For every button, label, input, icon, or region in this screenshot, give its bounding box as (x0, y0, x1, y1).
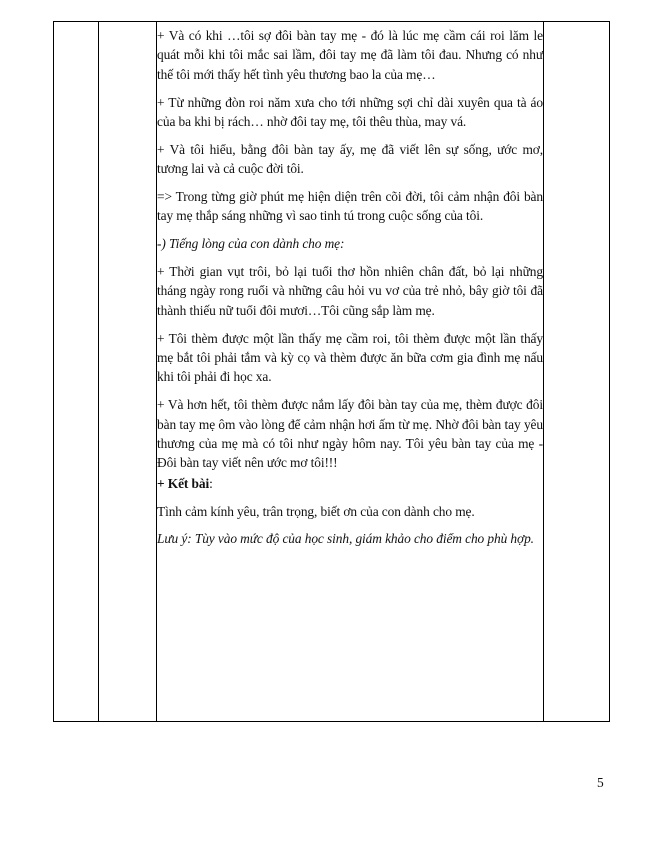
answer-table (53, 21, 610, 722)
paragraph-6: + Tôi thèm được một lần thấy mẹ cầm roi, tôi thèm được một lần thấy mẹ bắt tôi phải tắm và kỳ cọ và thèm được ăn bữa cơm gia đình mẹ nấu khi tôi phải đi học xa. (157, 330, 543, 385)
column-divider-1 (98, 22, 99, 721)
grading-note: Lưu ý: Tùy vào mức độ của học sinh, giám khảo cho điểm cho phù hợp. (157, 531, 534, 547)
conclusion-text: Tình cảm kính yêu, trân trọng, biết ơn của con dành cho mẹ. (157, 503, 475, 519)
section-heading: -) Tiếng lòng của con dành cho mẹ: (157, 236, 345, 252)
paragraph-4: => Trong từng giờ phút mẹ hiện diện trên cõi đời, tôi cảm nhận đôi bàn tay mẹ thắp sáng những vì sao tinh tú trong cuộc sống của tôi. (157, 189, 543, 224)
paragraph-5: + Thời gian vụt trôi, bỏ lại tuổi thơ hồn nhiên chân đất, bỏ lại những tháng ngày rong ruổi và những câu hỏi vu vơ của trẻ nhỏ, bây giờ tôi đã thành thiếu nữ tuổi đôi mươi…Tôi cũng sắp làm mẹ. (157, 264, 543, 318)
paragraph-3: + Và tôi hiểu, bằng đôi bàn tay ấy, mẹ đã viết lên sự sống, ước mơ, tương lai và cả cuộc đời tôi. (157, 141, 543, 177)
column-divider-3 (543, 22, 544, 721)
paragraph-7: + Và hơn hết, tôi thèm được nắm lấy đôi bàn tay của mẹ, thèm được đôi bàn tay mẹ ôm vào lòng để cảm nhận hơi ấm từ mẹ. Nhờ đôi bàn tay yêu thương của mẹ mà có tôi như ngày hôm nay. Tôi yêu bàn tay của mẹ - Đôi bàn tay viết nên ước mơ tôi!!! (157, 397, 543, 471)
conclusion-label: + Kết bài (157, 475, 210, 491)
page-number: 5 (597, 775, 604, 790)
conclusion-heading (157, 474, 543, 493)
conclusion-colon: : (209, 475, 213, 491)
paragraph-2: + Từ những đòn roi năm xưa cho tới những sợi chỉ dài xuyên qua tà áo của ba khi bị rách… nhờ đôi tay mẹ, tôi thêu thùa, may vá. (157, 94, 543, 130)
content-cell (157, 22, 543, 557)
paragraph-1: + Và có khi …tôi sợ đôi bàn tay mẹ - đó là lúc mẹ cầm cái roi lăm le quát mỗi khi tôi mắc sai lầm, đôi tay mẹ đã làm tôi đau. Nhưng có như thế tôi mới thấy hết tình yêu thương bao la của mẹ… (157, 28, 543, 82)
